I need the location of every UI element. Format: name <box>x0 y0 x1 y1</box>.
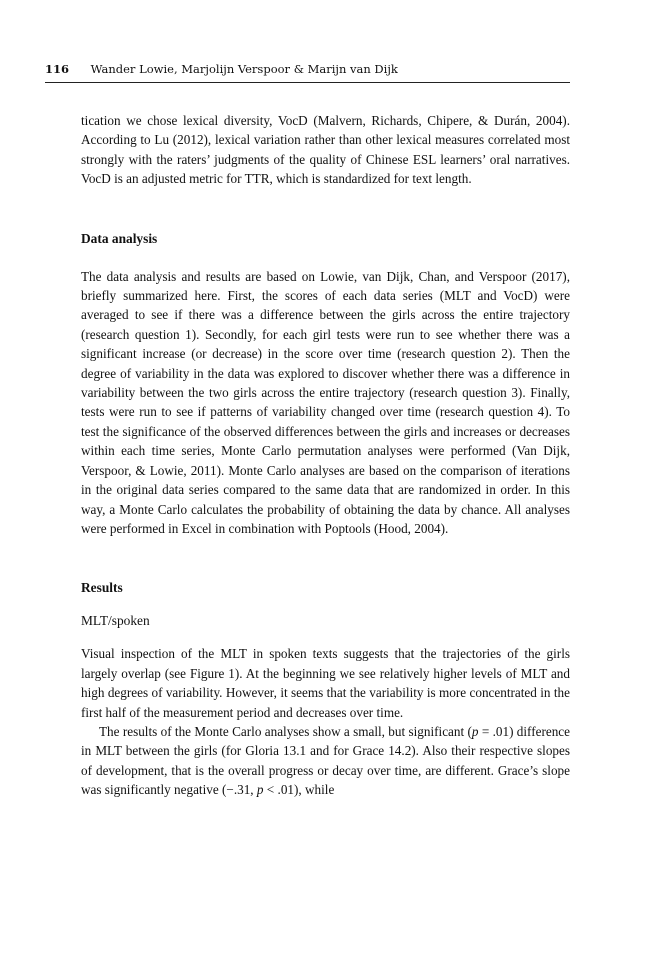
data-analysis-paragraph: The data analysis and results are based on Lowie, van Dijk, Chan, and Verspoor (2017), briefly summarized here. First, the scores of each data series (MLT and VocD) were averaged to see if there was a difference between the girls across the entire trajectory (research question 1). Secondly, for each girl tests were run to see whether there was a significant increase (or decrease) in the score over time (research question 2). Then the degree of variability in the data was explored to discover whether there was a difference in variability between the two girls across the entire trajectory (research question 3). Finally, tests were run to see if patterns of variability changed over time (research question 4). To test the significance of the observed differences between the girls and increases or decreases within each time series, Monte Carlo permutation analyses were performed (Van Dijk, Verspoor, & Lowie, 2011). Monte Carlo analyses are based on the comparison of iterations in the original data series compared to the same data that are randomized in order. In this way, a Monte Carlo calculates the probability of obtaining the data by chance. All analyses were performed in Excel in combination with Poptools (Hood, 2004). <box>81 268 570 536</box>
mlt-paragraph-2-text-b: = .01) difference in MLT between the girls (for Gloria 13.1 and for Grace 14.2). Also their respective slopes of development, that is the overall progress or decay over time, are different. Grace’s slope was significantly negative (−.31, <box>81 723 570 798</box>
page-body <box>81 111 570 800</box>
heading-mlt-spoken: MLT/spoken <box>81 613 150 629</box>
intro-paragraph: tication we chose lexical diversity, VocD (Malvern, Richards, Chipere, & Durán, 2004). According to Lu (2012), lexical variation rather than other lexical measures correlated most strongly with the raters’ judgments of the quality of Chinese ESL learners’ oral narratives. VocD is an adjusted metric for TTR, which is standardized for text length. <box>81 113 570 187</box>
running-header-authors: Wander Lowie, Marjolijn Verspoor & Marijn van Dijk <box>90 62 398 76</box>
running-header <box>45 62 570 76</box>
mlt-paragraph-2 <box>81 722 570 800</box>
page-number: 116 <box>45 62 70 76</box>
mlt-paragraph-2-text-a: The results of the Monte Carlo analyses show a small, but significant ( <box>99 723 472 739</box>
p-value-symbol: p <box>471 723 479 739</box>
header-rule <box>45 82 570 83</box>
mlt-paragraph-1: Visual inspection of the MLT in spoken texts suggests that the trajectories of the girls largely overlap (see Figure 1). At the beginning we see relatively higher levels of MLT and high degrees of variability. However, it seems that the variability is more concentrated in the first half of the measurement period and decreases over time. <box>81 646 570 720</box>
heading-results: Results <box>81 580 123 596</box>
p-value-symbol: p <box>256 782 264 798</box>
heading-data-analysis: Data analysis <box>81 230 158 246</box>
mlt-paragraph-2-text-c: < .01), while <box>263 782 335 798</box>
